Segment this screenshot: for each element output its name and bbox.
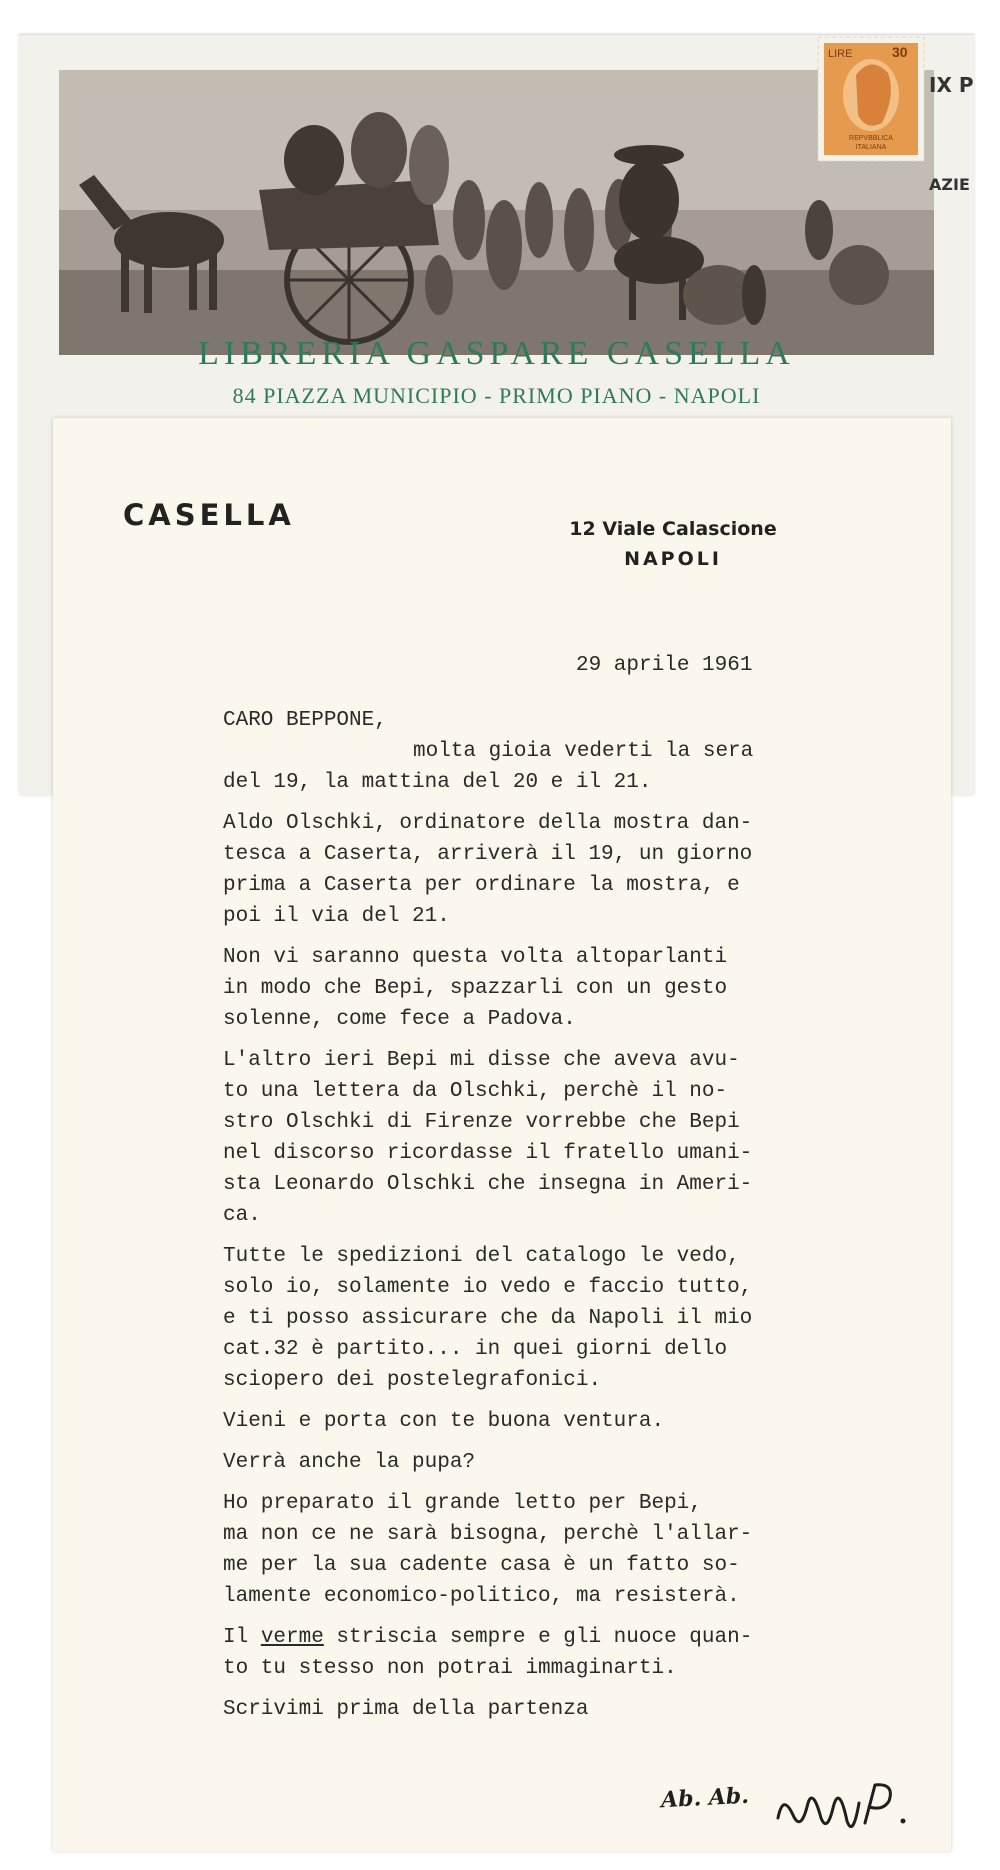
postage-stamp <box>816 35 926 163</box>
text-line: Vieni e porta con te buona ventura. <box>223 1410 665 1433</box>
paragraph <box>223 1241 923 1396</box>
text-line <box>223 1622 923 1653</box>
text-line: in modo che Bepi, spazzarli con un gesto <box>223 977 728 1000</box>
address-street: 12 Viale Calascione <box>569 518 777 540</box>
paragraph <box>223 1447 923 1478</box>
paragraph <box>223 808 923 932</box>
paragraph <box>223 1045 923 1231</box>
handwritten-signature <box>603 1763 933 1843</box>
text-line: cat.32 è partito... in quei giorni dello <box>223 1338 728 1361</box>
shop-name: LIBRERIA GASPARE CASELLA <box>198 335 795 372</box>
text-line: to tu stesso non potrai immaginarti. <box>223 1657 677 1680</box>
text-line: nel discorso ricordasse il fratello umani- <box>223 1142 753 1165</box>
svg-text:REPVBBLICA: REPVBBLICA <box>849 135 893 142</box>
text-fragment: striscia sempre e gli nuoce quan- <box>323 1626 753 1649</box>
paragraph <box>223 1694 923 1725</box>
paragraph <box>223 1488 923 1612</box>
text-line: me per la sua cadente casa è un fatto so- <box>223 1554 740 1577</box>
text-line: to una lettera da Olschki, perchè il no- <box>223 1080 728 1103</box>
text-line: poi il via del 21. <box>223 905 450 928</box>
text-line: solo io, solamente io vedo e faccio tutto, <box>223 1276 753 1299</box>
text-line: tesca a Caserta, arriverà il 19, un giorno <box>223 843 753 866</box>
paragraph <box>223 942 923 1035</box>
signature-scrawl <box>603 1763 933 1843</box>
underlined-word: verme <box>260 1626 324 1649</box>
text-line: stro Olschki di Firenze vorrebbe che Bepi <box>223 1111 740 1134</box>
text-line: prima a Caserta per ordinare la mostra, e <box>223 874 740 897</box>
letter-address <box>523 518 823 570</box>
svg-text:30: 30 <box>892 44 908 60</box>
letter-greeting: CARO BEPPONE, <box>223 709 387 732</box>
paragraph <box>223 1406 923 1437</box>
text-line: sta Leonardo Olschki che insegna in Ameri- <box>223 1173 753 1196</box>
address-city: NAPOLI <box>624 548 722 570</box>
text-line: solenne, come fece a Padova. <box>223 1008 576 1031</box>
letter-sheet <box>53 418 951 1851</box>
text-line: Scrivimi prima della partenza <box>223 1698 589 1721</box>
text-line: molta gioia vederti la sera <box>413 740 754 763</box>
postmark-bottom: AZIE <box>929 175 970 194</box>
text-line: ma non ce ne sarà bisogna, perchè l'allar- <box>223 1523 753 1546</box>
text-fragment: Il <box>223 1626 261 1649</box>
letter-body <box>223 653 923 1725</box>
text-line: Non vi saranno questa volta altoparlanti <box>223 946 728 969</box>
stamp-image <box>816 35 926 163</box>
text-line: Verrà anche la pupa? <box>223 1451 476 1474</box>
signature-text: Ab. Ab. <box>660 1782 750 1814</box>
text-line: lamente economico-politico, ma resisterà. <box>223 1585 740 1608</box>
letterhead-engraving <box>59 70 934 355</box>
text-line: Aldo Olschki, ordinatore della mostra dan- <box>223 812 753 835</box>
text-line: del 19, la mattina del 20 e il 21. <box>223 771 652 794</box>
text-line: L'altro ieri Bepi mi disse che aveva avu- <box>223 1049 740 1072</box>
engraving-illustration <box>59 70 934 355</box>
text-line: Ho preparato il grande letto per Bepi, <box>223 1492 702 1515</box>
paragraph <box>223 1622 923 1684</box>
svg-text:ITALIANA: ITALIANA <box>855 144 887 151</box>
letter-date: 29 aprile 1961 <box>576 654 753 677</box>
svg-text:LIRE: LIRE <box>828 48 853 60</box>
shop-address: 84 PIAZZA MUNICIPIO - PRIMO PIANO - NAPOLI <box>232 383 761 408</box>
postmark-top: IX P <box>929 73 974 97</box>
text-line: e ti posso assicurare che da Napoli il mio <box>223 1307 753 1330</box>
text-line: sciopero dei postelegrafonici. <box>223 1369 602 1392</box>
text-line: Tutte le spedizioni del catalogo le vedo, <box>223 1245 740 1268</box>
text-line: ca. <box>223 1204 261 1227</box>
letter-sender: CASELLA <box>123 498 295 532</box>
